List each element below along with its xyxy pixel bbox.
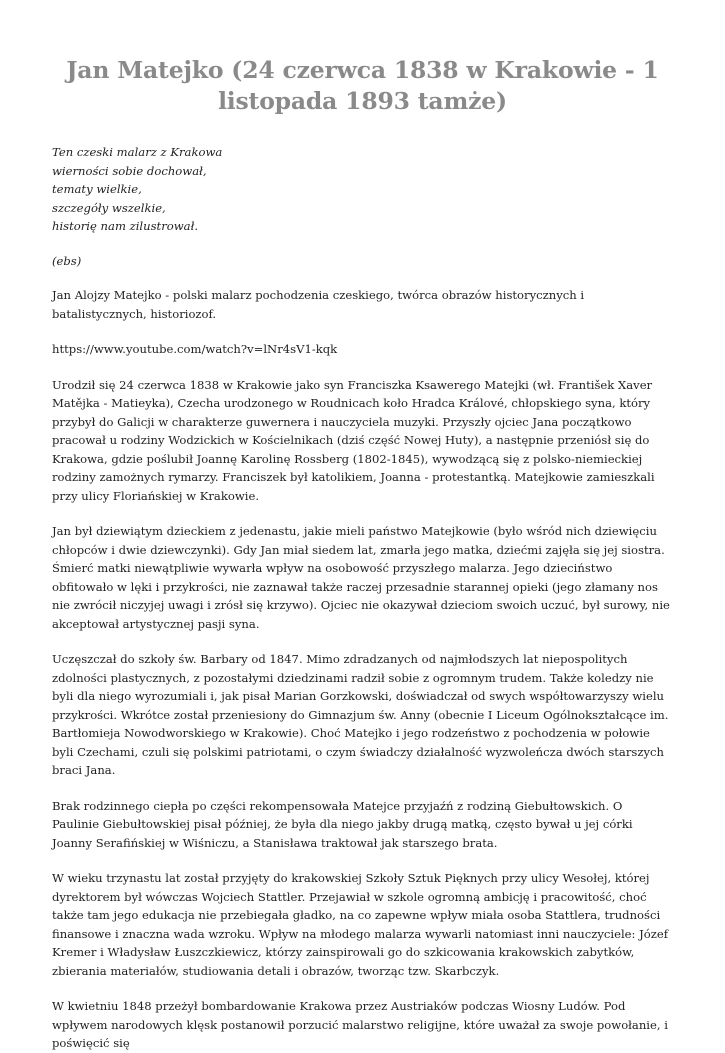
body-paragraph: Brak rodzinnego ciepła po części rekompensowała Matejce przyjaźń z rodziną Giebułtowskich. O Paulinie Giebułtowskiej pisał później, że była dla niego jakby drugą matką, często bywał u jej córki Joanny Serafińskiej w Wiśniczu, a Stanisława traktował jak starszego brata.	[52, 798, 633, 850]
poem-line: szczegóły wszelkie,	[52, 200, 166, 215]
body-paragraph: W wieku trzynastu lat został przyjęty do krakowskiej Szkoły Sztuk Pięknych przy ulicy Wesołej, której dyrektorem był wówczas Wojciech Stattler. Przejawiał w szkole ogromną ambicję i pracowitość, choć także tam jego edukacja nie przebiegała gładko, na co zapewne wpływ miała osoba Stattlera, trudności finansowe i znaczna wada wzroku. Wpływ na młodego malarza wywarli natomiast inni nauczyciele: Józef Kremer i Władysław Łuszczkiewicz, którzy zainspirowali go do szkicowania krakowskich zabytków, zbierania materiałów, studiowania detali i obrazów, tworząc tzw. Skarbczyk.	[52, 871, 669, 978]
poem-line: Ten czeski malarz z Krakowa	[52, 145, 223, 159]
intro-paragraph: Jan Alojzy Matejko - polski malarz pochodzenia czeskiego, twórca obrazów historycznych i batalistycznych, historiozof.	[52, 288, 585, 321]
poem-author: (ebs)	[52, 253, 82, 268]
youtube-link[interactable]: https://www.youtube.com/watch?v=lNr4sV1-kqk	[52, 342, 338, 356]
youtube-link-paragraph	[52, 340, 673, 359]
body-paragraph: W kwietniu 1848 przeżył bombardowanie Krakowa przez Austriaków podczas Wiosny Ludów. Pod wpływem narodowych klęsk postanowił porzucić malarstwo religijne, które uważał za swoje powołanie, i poświęcić się	[52, 999, 668, 1050]
body-paragraph: Jan był dziewiątym dzieckiem z jedenastu, jakie mieli państwo Matejkowie (było wśród nich dziewięciu chłopców i dwie dziewczynki). Gdy Jan miał siedem lat, zmarła jego matka, dziećmi zajęła się jej siostra. Śmierć matki niewątpliwie wywarła wpływ na osobowość przyszłego malarza. Jego dzieciństwo obfitowało w lęki i przykrości, nie zaznawał także raczej przesadnie starannej opieki (jego złamany nos nie zwrócił niczyjej uwagi i zrósł się krzywo). Ojciec nie okazywał dzieciom swoich uczuć, był surowy, nie akceptował artystycznej pasji syna.	[52, 524, 670, 631]
poem-line: historię nam zilustrował.	[52, 219, 199, 233]
body-paragraph: Uczęszczał do szkoły św. Barbary od 1847. Mimo zdradzanych od najmłodszych lat niepospolitych zdolności plastycznych, z pozostałymi dziedzinami radził sobie z ogromnym trudem. Także koledzy nie byli dla niego wyrozumiali i, jak pisał Marian Gorzkowski, doświadczał od swych współtowarzyszy wielu przykrości. Wkrótce został przeniesiony do Gimnazjum św. Anny (obecnie I Liceum Ogólnokształcące im. Bartłomieja Nowodworskiego w Krakowie). Choć Matejko i jego rodzeństwo z pochodzenia w połowie byli Czechami, czuli się polskimi patriotami, o czym świadczy działalność wyzwoleńcza dwóch starszych braci Jana.	[52, 652, 669, 777]
poem	[52, 143, 673, 236]
body-paragraph: Urodził się 24 czerwca 1838 w Krakowie jako syn Franciszka Ksawerego Matejki (wł. František Xaver Matějka - Matieyka), Czecha urodzonego w Roudnicach koło Hradca Králové, chłopskiego syna, który przybył do Galicji w charakterze guwernera i nauczyciela muzyki. Przyszły ojciec Jana początkowo pracował u rodziny Wodzickich w Kościelnikach (dziś część Nowej Huty), a następnie przeniósł się do Krakowa, gdzie poślubił Joannę Karolinę Rossberg (1802-1845), wywodzącą się z polsko-niemieckiej rodziny zamożnych rymarzy. Franciszek był katolikiem, Joanna - protestantką. Matejkowie zamieszkali przy ulicy Floriańskiej w Krakowie.	[52, 377, 655, 503]
poem-line: wierności sobie dochował,	[52, 163, 207, 178]
page-title: Jan Matejko (24 czerwca 1838 w Krakowie - 1 listopada 1893 tamże)	[66, 56, 659, 115]
poem-line: tematy wielkie,	[52, 182, 142, 196]
